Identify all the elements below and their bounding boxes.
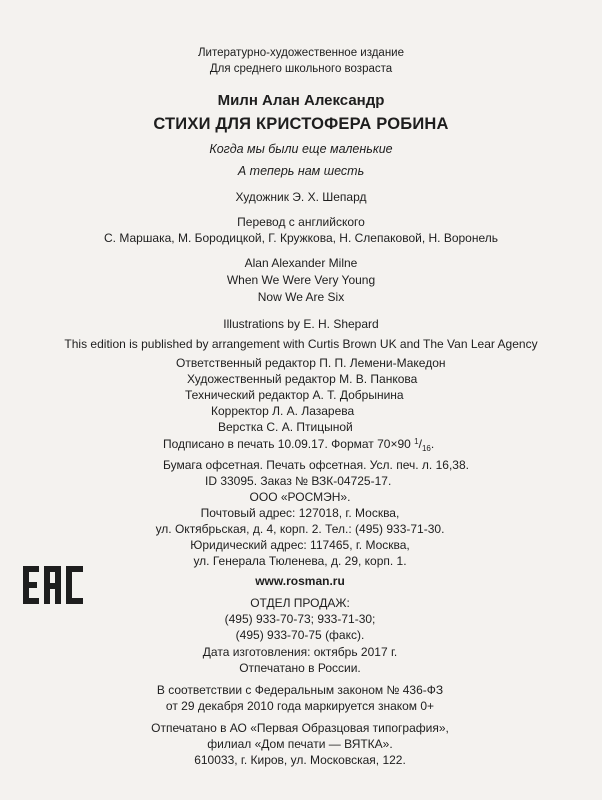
law-line: от 29 декабря 2010 года маркируется знаком 0+ — [165, 699, 435, 713]
sales-fax: (495) 933-70-75 (факс). — [235, 628, 365, 642]
printed-in: Отпечатано в России. — [239, 661, 361, 675]
artist-credit: Художник Э. Х. Шепард — [235, 190, 367, 204]
original-author: Alan Alexander Milne — [244, 256, 358, 270]
editor-line: Верстка С. А. Птицыной — [218, 420, 353, 434]
law-line: В соответствии с Федеральным законом № 436-ФЗ — [156, 683, 444, 697]
genre-line: Литературно-художественное издание — [197, 47, 405, 59]
sales-block — [98, 595, 502, 643]
original-title-block — [0, 255, 602, 306]
print-order-line: ID 33095. Заказ № ВЗК-04725-17. — [205, 474, 392, 488]
translation-heading: Перевод с английского — [237, 215, 365, 229]
manufacture-block — [98, 644, 502, 676]
publisher-line: ул. Генерала Тюленева, д. 29, корп. 1. — [193, 554, 407, 568]
publisher-line: Юридический адрес: 117465, г. Москва, — [190, 538, 410, 552]
sales-phone: (495) 933-70-73; 933-71-30; — [224, 612, 376, 626]
illustrations-credit: Illustrations by E. H. Shepard — [223, 317, 379, 331]
website-link[interactable]: www.rosman.ru — [255, 574, 345, 588]
eac-logo — [22, 563, 88, 607]
genre-block — [0, 45, 602, 77]
original-title-1: When We Were Very Young — [226, 273, 376, 287]
editor-line: Художественный редактор М. В. Панкова — [187, 372, 418, 386]
editor-line: Технический редактор А. Т. Добрынина — [185, 388, 404, 402]
publisher-block — [98, 489, 502, 569]
book-title: СТИХИ ДЛЯ КРИСТОФЕРА РОБИНА — [153, 115, 449, 133]
print-format-line: Подписано в печать 10.09.17. Формат 70×90 $^1/_{16}$. — [163, 437, 435, 453]
printer-line: филиал «Дом печати — ВЯТКА». — [207, 737, 393, 751]
printer-block — [98, 720, 502, 768]
printer-line: 610033, г. Киров, ул. Московская, 122. — [194, 753, 406, 767]
printer-line: Отпечатано в АО «Первая Образцовая типография», — [151, 721, 449, 735]
subtitle-2: А теперь нам шесть — [237, 164, 365, 178]
editor-line: Корректор Л. А. Лазарева — [211, 404, 355, 418]
translators: С. Маршака, М. Бородицкой, Г. Кружкова, Н. Слепаковой, Н. Воронель — [103, 231, 498, 245]
subtitle-1: Когда мы были еще маленькие — [209, 142, 393, 156]
publisher-line: ООО «РОСМЭН». — [249, 490, 351, 504]
manufacture-date: Дата изготовления: октябрь 2017 г. — [202, 645, 398, 659]
editors-list — [176, 355, 446, 435]
author-name: Милн Алан Александр — [217, 92, 385, 109]
publisher-line: Почтовый адрес: 127018, г. Москва, — [200, 506, 400, 520]
original-title-2: Now We Are Six — [257, 290, 345, 304]
age-line: Для среднего школьного возраста — [209, 63, 393, 75]
publisher-line: ул. Октябрьская, д. 4, корп. 2. Тел.: (495) 933-71-30. — [155, 522, 445, 536]
editor-line: Ответственный редактор П. П. Лемени-Македон — [176, 356, 446, 370]
subtitles — [0, 138, 602, 182]
translation-credit — [0, 214, 602, 246]
law-block — [98, 682, 502, 714]
print-paper-line: Бумага офсетная. Печать офсетная. Усл. печ. л. 16,38. — [163, 458, 469, 472]
sales-heading: ОТДЕЛ ПРОДАЖ: — [250, 596, 350, 610]
print-details — [163, 434, 469, 489]
edition-note: This edition is published by arrangement with Curtis Brown UK and The Van Lear Agency — [64, 337, 538, 351]
